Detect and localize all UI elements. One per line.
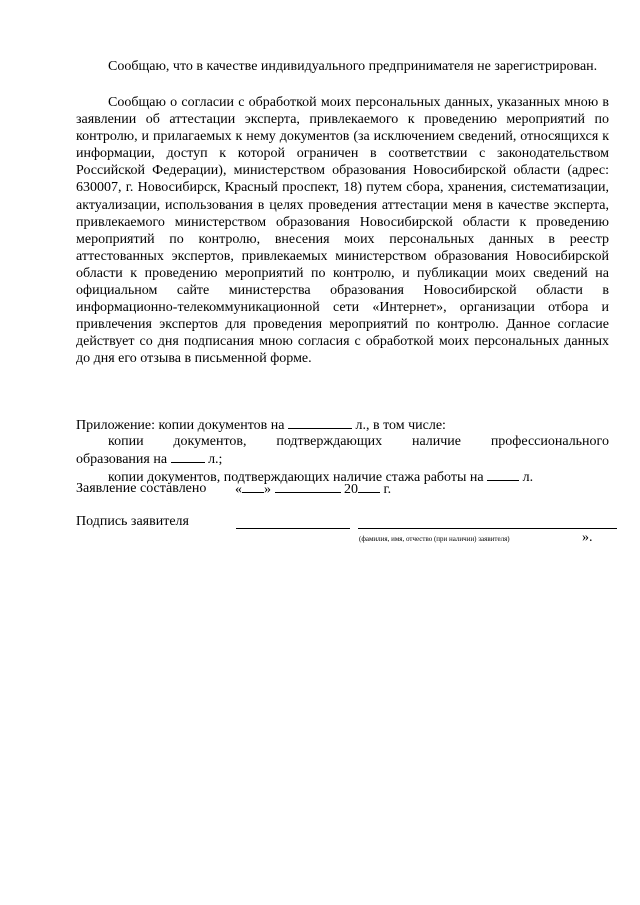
closing-quote: ». xyxy=(582,530,593,545)
item1-line2-prefix: образования на xyxy=(76,452,168,467)
attachment-line xyxy=(76,416,446,434)
full-name-field[interactable] xyxy=(358,528,617,529)
full-name-caption: (фамилия, имя, отчество (при наличии) заявителя) xyxy=(359,535,510,543)
year-suffix: г. xyxy=(383,482,392,497)
date-label: Заявление составлено xyxy=(76,481,207,496)
item1-word: подтверждающих xyxy=(276,434,383,449)
signature-label: Подпись заявителя xyxy=(76,514,189,529)
attachment-suffix: л., в том числе: xyxy=(355,418,446,433)
date-fields xyxy=(235,480,391,498)
item1-word: документов, xyxy=(173,434,247,449)
paragraph-consent: Сообщаю о согласии с обработкой моих персональных данных, указанных мною в заявлении об аттестации эксперта, привлекаемого к проведению мероприятий по контролю, и прилагаемых к нему документов (за исключением сведений, относящихся к информации, доступ к которой ограничен в соответствии с законодательством Российской Федерации), министерством образования Новосибирской области (адрес: 630007, г. Новосибирск, Красный проспект, 18) путем сбора, хранения, систематизации, актуализации, использования в целях проведения аттестации меня в качестве эксперта, привлекаемого министерством образования Новосибирской области к проведению мероприятий по контролю, внесения моих персональных данных в реестр аттестованных экспертов, привлекаемых министерством образования Новосибирской области к проведению мероприятий по контролю, и публикации моих сведений на официальном сайте министерства образования Новосибирской области в информационно-телекоммуникационной сети «Интернет», организации отбора и привлечения экспертов для проведения мероприятий по контролю. Данное согласие действует со дня подписания мною согласия с обработкой моих персональных данных до дня его отзыва в письменной форме. xyxy=(76,95,609,367)
item2-suffix: л. xyxy=(522,470,534,485)
signature-field[interactable] xyxy=(236,528,350,529)
item1-word: наличие xyxy=(411,434,462,449)
attachment-prefix: Приложение: копии документов на xyxy=(76,418,285,433)
close-quote: » xyxy=(264,482,271,497)
date-line xyxy=(76,480,206,497)
item1-line1 xyxy=(108,433,609,450)
open-quote: « xyxy=(235,482,242,497)
education-pages-blank[interactable] xyxy=(171,450,205,463)
item1-line2 xyxy=(76,450,222,468)
experience-pages-blank[interactable] xyxy=(487,468,519,481)
month-blank[interactable] xyxy=(275,480,341,493)
day-blank[interactable] xyxy=(242,480,264,493)
item1-word: копии xyxy=(108,434,144,449)
item1-word: профессионального xyxy=(490,434,609,449)
attachment-pages-blank[interactable] xyxy=(288,416,352,429)
item1-line2-suffix: л.; xyxy=(208,452,223,467)
year-blank[interactable] xyxy=(358,480,380,493)
paragraph-ip-status: Сообщаю, что в качестве индивидуального предпринимателя не зарегистрирован. xyxy=(108,59,598,74)
item2-prefix: копии документов, подтверждающих наличие стажа работы на xyxy=(108,470,484,485)
year-prefix: 20 xyxy=(344,482,358,497)
